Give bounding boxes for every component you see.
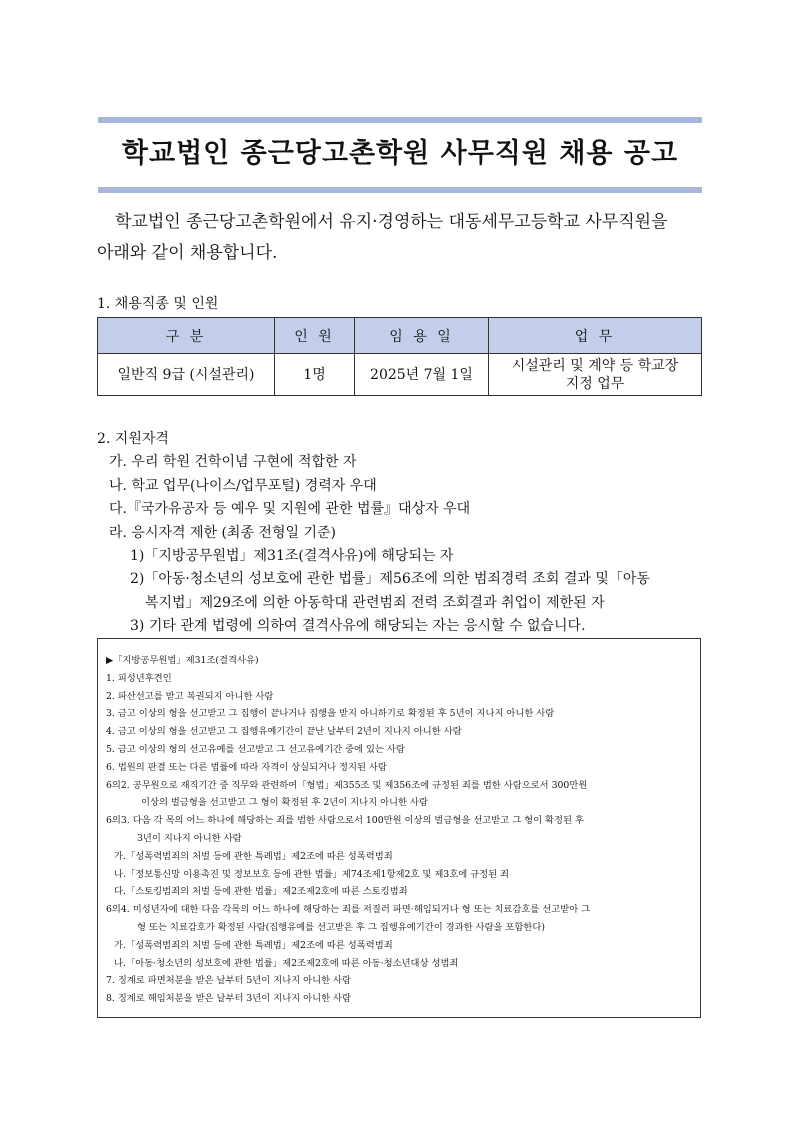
- table-header-row: [98, 318, 702, 354]
- intro-paragraph: [97, 207, 709, 269]
- list-item: 6의2. 공무원으로 재직기간 중 직무와 관련하여「형법」제355조 및 제356조에 규정된 죄를 범한 사람으로서 300만원: [106, 779, 588, 791]
- disqualification-box: [97, 638, 701, 1018]
- list-item: 7. 징계로 파면처분을 받은 날부터 5년이 지나지 아니한 사람: [106, 975, 351, 987]
- title-top-bar: [98, 117, 702, 123]
- list-sub-item: 가.「성폭력범죄의 처벌 등에 관한 특례법」제2조에 따른 성폭력범죄: [114, 939, 393, 951]
- qual-sub-2-line-1: 2)「아동·청소년의 성보호에 관한 법률」제56조에 의한 범죄경력 조회 결과 및「아동: [130, 571, 650, 588]
- list-sub-item: 다.「스토킹범죄의 처벌 등에 관한 법률」제2조제2호에 따른 스토킹범죄: [114, 886, 408, 898]
- table-row: [98, 354, 702, 396]
- list-item: 6의3. 다음 각 목의 어느 하나에 해당하는 죄를 범한 사람으로서 100만원 이상의 벌금형을 선고받고 그 형이 확정된 후: [106, 815, 584, 827]
- duty-line-2: 지정 업무: [565, 375, 625, 392]
- recruitment-table: [97, 317, 702, 396]
- qualifications-section: [97, 428, 717, 639]
- duty-line-1: 시설관리 및 계약 등 학교장: [511, 357, 679, 374]
- header-duty: 업 무: [489, 318, 702, 354]
- title-bottom-bar: [98, 187, 702, 193]
- qual-item-na: 나. 학교 업무(나이스/업무포털) 경력자 우대: [109, 477, 377, 494]
- qual-sub-3: 3) 기타 관계 법령에 의하여 결격사유에 해당되는 자는 응시할 수 없습니다.: [130, 618, 586, 635]
- list-item: 8. 징계로 해임처분을 받은 날부터 3년이 지나지 아니한 사람: [106, 993, 351, 1005]
- qual-sub-2-line-2: 복지법」제29조에 의한 아동학대 관련범죄 전력 조회결과 취업이 제한된 자: [145, 594, 605, 611]
- qual-sub-1: 1)「지방공무원법」제31조(결격사유)에 해당되는 자: [130, 548, 454, 565]
- list-item: 5. 금고 이상의 형의 선고유예를 선고받고 그 선고유예기간 중에 있는 사람: [106, 743, 405, 755]
- list-item: 3. 금고 이상의 형을 선고받고 그 집행이 끝나거나 집행을 받지 아니하기로 확정된 후 5년이 지나지 아니한 사람: [106, 708, 555, 720]
- list-item-continuation: 3년이 지나지 아니한 사람: [137, 832, 242, 844]
- list-item-continuation: 형 또는 치료감호가 확정된 사람(집행유예를 선고받은 후 그 집행유예기간이 경과한 사람을 포함한다): [137, 921, 545, 933]
- qual-item-da: 다.『국가유공자 등 예우 및 지원에 관한 법률』대상자 우대: [109, 501, 471, 518]
- list-item: 2. 파산선고를 받고 복권되지 아니한 사람: [106, 690, 274, 702]
- section-2-heading: 2. 지원자격: [97, 431, 169, 447]
- list-sub-item: 나.「아동·청소년의 성보호에 관한 법률」제2조제2호에 따른 아동·청소년대상 성범죄: [114, 957, 459, 969]
- box-heading: ▶「지방공무원법」제31조(결격사유): [106, 655, 259, 666]
- header-count: 인 원: [275, 318, 355, 354]
- list-item-continuation: 이상의 벌금형을 선고받고 그 형이 확정된 후 2년이 지나지 아니한 사람: [141, 797, 428, 809]
- list-sub-item: 나.「정보통신망 이용촉진 및 정보보호 등에 관한 법률」제74조제1항제2호 및 제3호에 규정된 죄: [114, 868, 510, 880]
- qual-item-ga: 가. 우리 학원 건학이념 구현에 적합한 자: [109, 454, 357, 471]
- page-title: 학교법인 종근당고촌학원 사무직원 채용 공고: [121, 138, 679, 169]
- cell-date: 2025년 7월 1일: [355, 354, 489, 396]
- list-item: 1. 피성년후견인: [106, 672, 172, 684]
- list-item: 4. 금고 이상의 형을 선고받고 그 집행유예기간이 끝난 날부터 2년이 지나지 아니한 사람: [106, 726, 462, 738]
- intro-line-1: 학교법인 종근당고촌학원에서 유지·경영하는 대동세무고등학교 사무직원을: [115, 212, 668, 232]
- cell-count: 1명: [275, 354, 355, 396]
- header-date: 임 용 일: [355, 318, 489, 354]
- section-1-heading: 1. 채용직종 및 인원: [97, 296, 219, 312]
- qual-item-ra: 라. 응시자격 제한 (최종 전형일 기준): [109, 524, 336, 541]
- list-item: 6. 법원의 판결 또는 다른 법률에 따라 자격이 상실되거나 정지된 사람: [106, 761, 387, 773]
- header-category: 구 분: [98, 318, 275, 354]
- cell-duty: [489, 354, 702, 396]
- list-sub-item: 가.「성폭력범죄의 처벌 등에 관한 특례법」제2조에 따른 성폭력범죄: [114, 850, 393, 862]
- intro-line-2: 아래와 같이 채용합니다.: [97, 243, 278, 263]
- list-item: 6의4. 미성년자에 대한 다음 각목의 어느 하나에 해당하는 죄를 저질러 파면·해임되거나 형 또는 치료감호를 선고받아 그: [106, 904, 591, 916]
- cell-category: 일반직 9급 (시설관리): [98, 354, 275, 396]
